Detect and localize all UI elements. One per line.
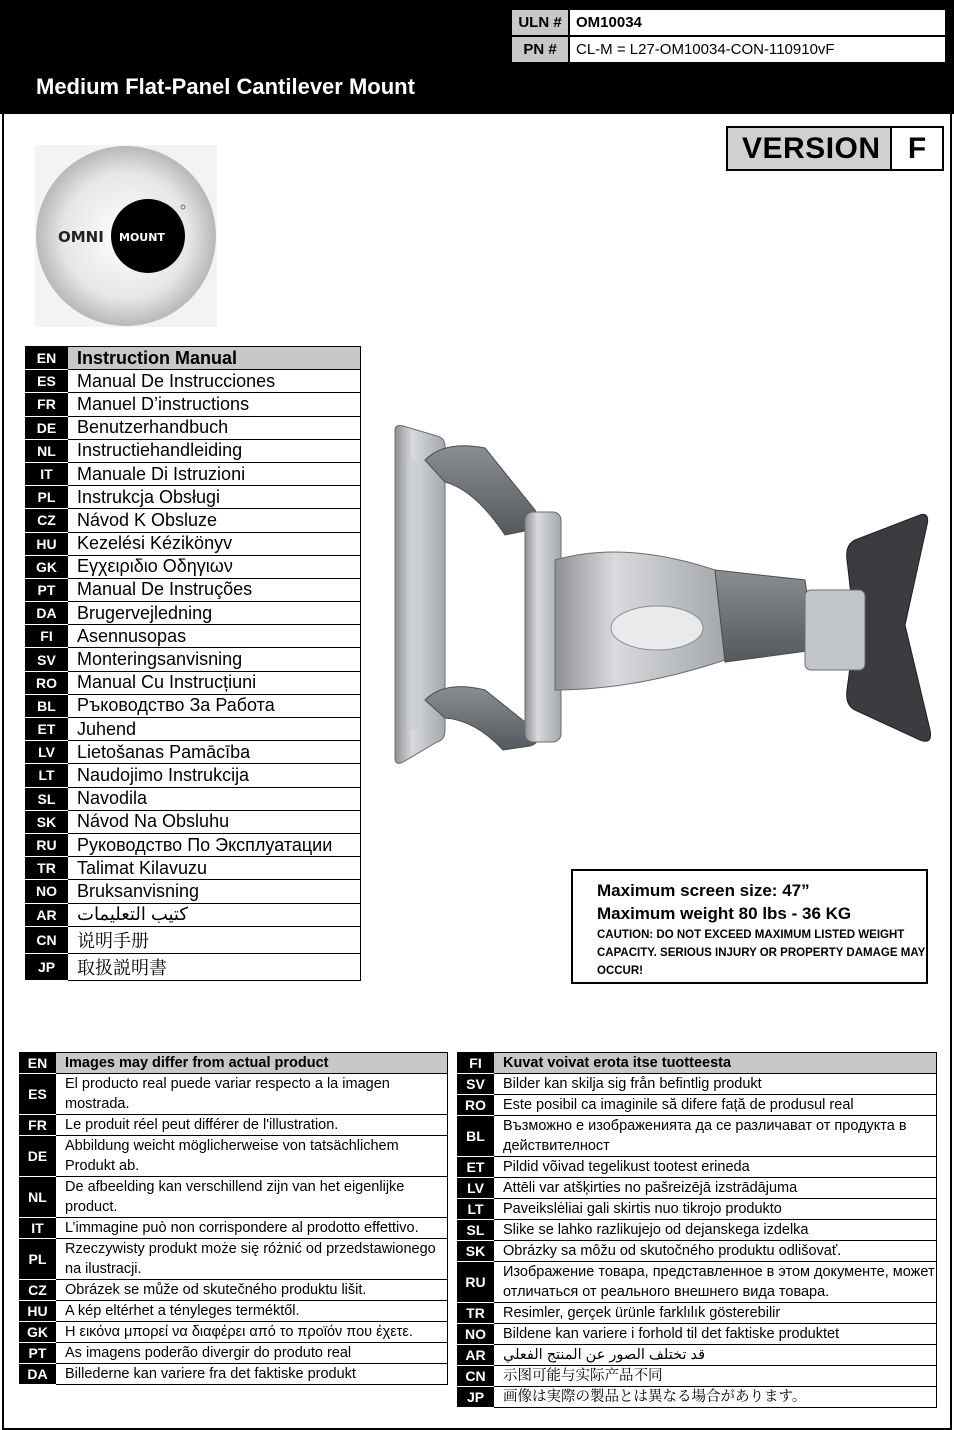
- language-row: [26, 671, 361, 694]
- language-manual-title: Instrukcja Obsługi: [68, 486, 361, 509]
- language-code: DE: [26, 416, 68, 439]
- disclaimer-language-code: LV: [458, 1178, 494, 1199]
- disclaimer-language-code: AR: [458, 1345, 494, 1366]
- disclaimer-text: De afbeelding kan verschillend zijn van het eigenlijke product.: [56, 1177, 448, 1218]
- language-row: [26, 439, 361, 462]
- max-weight: Maximum weight 80 lbs - 36 KG: [597, 904, 852, 923]
- language-manual-title: Manuel D’instructions: [68, 393, 361, 416]
- language-row: [26, 833, 361, 856]
- disclaimer-row: [20, 1343, 448, 1364]
- disclaimer-row: [458, 1116, 937, 1157]
- uln-label: ULN #: [511, 9, 569, 36]
- disclaimer-text: 画像は実際の製品とは異なる場合があります。: [494, 1387, 937, 1408]
- disclaimer-row: [458, 1178, 937, 1199]
- language-code: CZ: [26, 509, 68, 532]
- language-row: [26, 787, 361, 810]
- disclaimer-row: [458, 1074, 937, 1095]
- disclaimer-row: [20, 1177, 448, 1218]
- language-row: [26, 903, 361, 926]
- part-number-table: [510, 8, 947, 64]
- language-row: [26, 532, 361, 555]
- language-code: ES: [26, 370, 68, 393]
- disclaimer-text: Le produit réel peut différer de l'illustration.: [56, 1115, 448, 1136]
- disclaimer-row: [458, 1053, 937, 1074]
- disclaimer-text: 示图可能与实际产品不同: [494, 1366, 937, 1387]
- language-code: PT: [26, 578, 68, 601]
- language-code: NO: [26, 880, 68, 903]
- language-manual-title: Εγχειριδιο Οδηγιων: [68, 555, 361, 578]
- image-disclaimer-table-left: [19, 1052, 448, 1385]
- disclaimer-language-code: DA: [20, 1364, 56, 1385]
- disclaimer-language-code: TR: [458, 1303, 494, 1324]
- language-row: [26, 857, 361, 880]
- language-row: [26, 648, 361, 671]
- disclaimer-text: Pildid võivad tegelikust tootest erineda: [494, 1157, 937, 1178]
- language-row: [26, 810, 361, 833]
- language-row: [26, 393, 361, 416]
- disclaimer-text: As imagens poderão divergir do produto real: [56, 1343, 448, 1364]
- disclaimer-language-code: RU: [458, 1262, 494, 1303]
- omnimount-logo: [35, 145, 217, 327]
- language-manual-title: Benutzerhandbuch: [68, 416, 361, 439]
- disclaimer-row: [458, 1387, 937, 1408]
- disclaimer-text: Kuvat voivat erota itse tuotteesta: [494, 1053, 937, 1074]
- language-code: BL: [26, 694, 68, 717]
- language-manual-title: Lietošanas Pamācība: [68, 741, 361, 764]
- weight-caution-box: [571, 869, 928, 984]
- disclaimer-text: Obrázek se může od skutečného produktu lišit.: [56, 1280, 448, 1301]
- language-code: DA: [26, 602, 68, 625]
- language-manual-title: Kezelési Kézikönyv: [68, 532, 361, 555]
- language-manual-title: كتيب التعليمات: [68, 903, 361, 926]
- language-manual-title: Návod K Obsluze: [68, 509, 361, 532]
- disclaimer-row: [20, 1115, 448, 1136]
- language-code: GK: [26, 555, 68, 578]
- disclaimer-text: Изображение товара, представленное в этом документе, может отличаться от реального внешнего вида товара.: [494, 1262, 937, 1303]
- version-label: VERSION: [728, 128, 892, 169]
- language-code: LV: [26, 741, 68, 764]
- language-code: AR: [26, 903, 68, 926]
- disclaimer-row: [458, 1366, 937, 1387]
- disclaimer-row: [20, 1280, 448, 1301]
- language-manual-title: Manual De Instruções: [68, 578, 361, 601]
- disclaimer-row: [458, 1157, 937, 1178]
- language-row: [26, 625, 361, 648]
- disclaimer-language-code: SV: [458, 1074, 494, 1095]
- language-manual-title: Bruksanvisning: [68, 880, 361, 903]
- disclaimer-row: [458, 1241, 937, 1262]
- uln-value: OM10034: [569, 9, 946, 36]
- disclaimer-row: [20, 1239, 448, 1280]
- disclaimer-language-code: SL: [458, 1220, 494, 1241]
- language-code: RO: [26, 671, 68, 694]
- disclaimer-language-code: NL: [20, 1177, 56, 1218]
- disclaimer-row: [458, 1095, 937, 1116]
- disclaimer-text: Abbildung weicht möglicherweise von tatsächlichem Produkt ab.: [56, 1136, 448, 1177]
- disclaimer-text: Paveikslėliai gali skirtis nuo tikrojo produkto: [494, 1199, 937, 1220]
- language-code: FI: [26, 625, 68, 648]
- language-code: IT: [26, 462, 68, 485]
- language-manual-title: Ръководство За Работа: [68, 694, 361, 717]
- disclaimer-text: Billederne kan variere fra det faktiske produkt: [56, 1364, 448, 1385]
- disclaimer-language-code: CN: [458, 1366, 494, 1387]
- language-code: EN: [26, 347, 68, 370]
- language-manual-title: Juhend: [68, 718, 361, 741]
- language-manual-title: Instructiehandleiding: [68, 439, 361, 462]
- disclaimer-text: Възможно е изображенията да се различават от продукта в действителност: [494, 1116, 937, 1157]
- disclaimer-language-code: BL: [458, 1116, 494, 1157]
- disclaimer-text: Rzeczywisty produkt może się różnić od przedstawionego na ilustracji.: [56, 1239, 448, 1280]
- disclaimer-text: Bildene kan variere i forhold til det faktiske produktet: [494, 1324, 937, 1345]
- disclaimer-text: Resimler, gerçek ürünle farklılık gösterebilir: [494, 1303, 937, 1324]
- language-manual-title: Instruction Manual: [68, 347, 361, 370]
- language-code: NL: [26, 439, 68, 462]
- language-row: [26, 578, 361, 601]
- header-bar: [0, 0, 954, 114]
- language-manual-title: 说明手册: [68, 926, 361, 953]
- language-manual-title: Asennusopas: [68, 625, 361, 648]
- language-row: [26, 347, 361, 370]
- version-value: F: [892, 128, 942, 169]
- disclaimer-text: Images may differ from actual product: [56, 1053, 448, 1074]
- disclaimer-row: [458, 1220, 937, 1241]
- disclaimer-language-code: PL: [20, 1239, 56, 1280]
- language-code: PL: [26, 486, 68, 509]
- language-manual-title: Návod Na Obsluhu: [68, 810, 361, 833]
- language-code: ET: [26, 718, 68, 741]
- disclaimer-language-code: DE: [20, 1136, 56, 1177]
- disclaimer-text: El producto real puede variar respecto a la imagen mostrada.: [56, 1074, 448, 1115]
- caution-warning: CAUTION: DO NOT EXCEED MAXIMUM LISTED WEIGHT CAPACITY. SERIOUS INJURY OR PROPERTY DAMAGE MAY OCCUR!: [597, 929, 926, 977]
- disclaimer-row: [20, 1136, 448, 1177]
- disclaimer-language-code: CZ: [20, 1280, 56, 1301]
- disclaimer-text: L’immagine può non corrispondere al prodotto effettivo.: [56, 1218, 448, 1239]
- disclaimer-language-code: GK: [20, 1322, 56, 1343]
- language-code: SL: [26, 787, 68, 810]
- language-row: [26, 694, 361, 717]
- disclaimer-language-code: PT: [20, 1343, 56, 1364]
- disclaimer-row: [20, 1218, 448, 1239]
- pn-row: [511, 36, 946, 63]
- language-row: [26, 555, 361, 578]
- language-manual-title: Руководство По Эксплуатации: [68, 833, 361, 856]
- disclaimer-language-code: IT: [20, 1218, 56, 1239]
- cantilever-mount-image: [385, 400, 940, 780]
- version-box: [726, 126, 944, 171]
- disclaimer-text: Este posibil ca imaginile să difere față de produsul real: [494, 1095, 937, 1116]
- document-title: Medium Flat-Panel Cantilever Mount: [36, 74, 415, 99]
- disclaimer-row: [20, 1322, 448, 1343]
- disclaimer-text: Obrázky sa môžu od skutočného produktu odlišovať.: [494, 1241, 937, 1262]
- language-row: [26, 926, 361, 953]
- disclaimer-row: [20, 1301, 448, 1322]
- disclaimer-row: [20, 1074, 448, 1115]
- disclaimer-row: [20, 1364, 448, 1385]
- disclaimer-language-code: LT: [458, 1199, 494, 1220]
- disclaimer-language-code: RO: [458, 1095, 494, 1116]
- disclaimer-text: Η εικόνα μπορεί να διαφέρει από το προϊόν που έχετε.: [56, 1322, 448, 1343]
- disclaimer-language-code: NO: [458, 1324, 494, 1345]
- logo-text-mount: MOUNT: [119, 231, 165, 244]
- disclaimer-language-code: ET: [458, 1157, 494, 1178]
- language-code: SV: [26, 648, 68, 671]
- language-manual-title: Monteringsanvisning: [68, 648, 361, 671]
- language-manual-title: Talimat Kilavuzu: [68, 857, 361, 880]
- disclaimer-language-code: EN: [20, 1053, 56, 1074]
- image-disclaimer-table-right: [457, 1052, 937, 1408]
- uln-row: [511, 9, 946, 36]
- disclaimer-text: Bilder kan skilja sig från befintlig produkt: [494, 1074, 937, 1095]
- disclaimer-row: [20, 1053, 448, 1074]
- language-row: [26, 718, 361, 741]
- language-manual-title: Navodila: [68, 787, 361, 810]
- language-code: TR: [26, 857, 68, 880]
- logo-text-omni: OMNI: [58, 228, 104, 246]
- language-code: HU: [26, 532, 68, 555]
- max-screen-size: Maximum screen size: 47”: [597, 881, 810, 900]
- disclaimer-text: A kép eltérhet a tényleges terméktől.: [56, 1301, 448, 1322]
- language-code: SK: [26, 810, 68, 833]
- language-row: [26, 602, 361, 625]
- disclaimer-language-code: ES: [20, 1074, 56, 1115]
- disclaimer-language-code: FI: [458, 1053, 494, 1074]
- language-manual-title: Naudojimo Instrukcija: [68, 764, 361, 787]
- language-manual-title: Manuale Di Istruzioni: [68, 462, 361, 485]
- disclaimer-text: قد تختلف الصور عن المنتج الفعلي: [494, 1345, 937, 1366]
- pn-value: CL-M = L27-OM10034-CON-110910vF: [569, 36, 946, 63]
- language-manual-title: Manual De Instrucciones: [68, 370, 361, 393]
- language-row: [26, 462, 361, 485]
- disclaimer-row: [458, 1345, 937, 1366]
- language-code: JP: [26, 953, 68, 980]
- language-manual-title: Brugervejledning: [68, 602, 361, 625]
- language-row: [26, 880, 361, 903]
- disclaimer-language-code: HU: [20, 1301, 56, 1322]
- language-code: FR: [26, 393, 68, 416]
- disclaimer-text: Slike se lahko razlikujejo od dejanskega izdelka: [494, 1220, 937, 1241]
- language-row: [26, 486, 361, 509]
- disclaimer-row: [458, 1324, 937, 1345]
- language-list: [25, 346, 361, 981]
- disclaimer-language-code: FR: [20, 1115, 56, 1136]
- language-manual-title: Manual Cu Instrucțiuni: [68, 671, 361, 694]
- language-row: [26, 953, 361, 980]
- language-code: LT: [26, 764, 68, 787]
- disclaimer-row: [458, 1262, 937, 1303]
- language-row: [26, 370, 361, 393]
- language-code: RU: [26, 833, 68, 856]
- pn-label: PN #: [511, 36, 569, 63]
- disclaimer-row: [458, 1199, 937, 1220]
- disclaimer-text: Attēli var atšķirties no pašreizējā izstrādājuma: [494, 1178, 937, 1199]
- language-row: [26, 509, 361, 532]
- disclaimer-row: [458, 1303, 937, 1324]
- language-row: [26, 416, 361, 439]
- language-manual-title: 取扱説明書: [68, 953, 361, 980]
- language-code: CN: [26, 926, 68, 953]
- disclaimer-language-code: SK: [458, 1241, 494, 1262]
- language-row: [26, 741, 361, 764]
- disclaimer-language-code: JP: [458, 1387, 494, 1408]
- language-row: [26, 764, 361, 787]
